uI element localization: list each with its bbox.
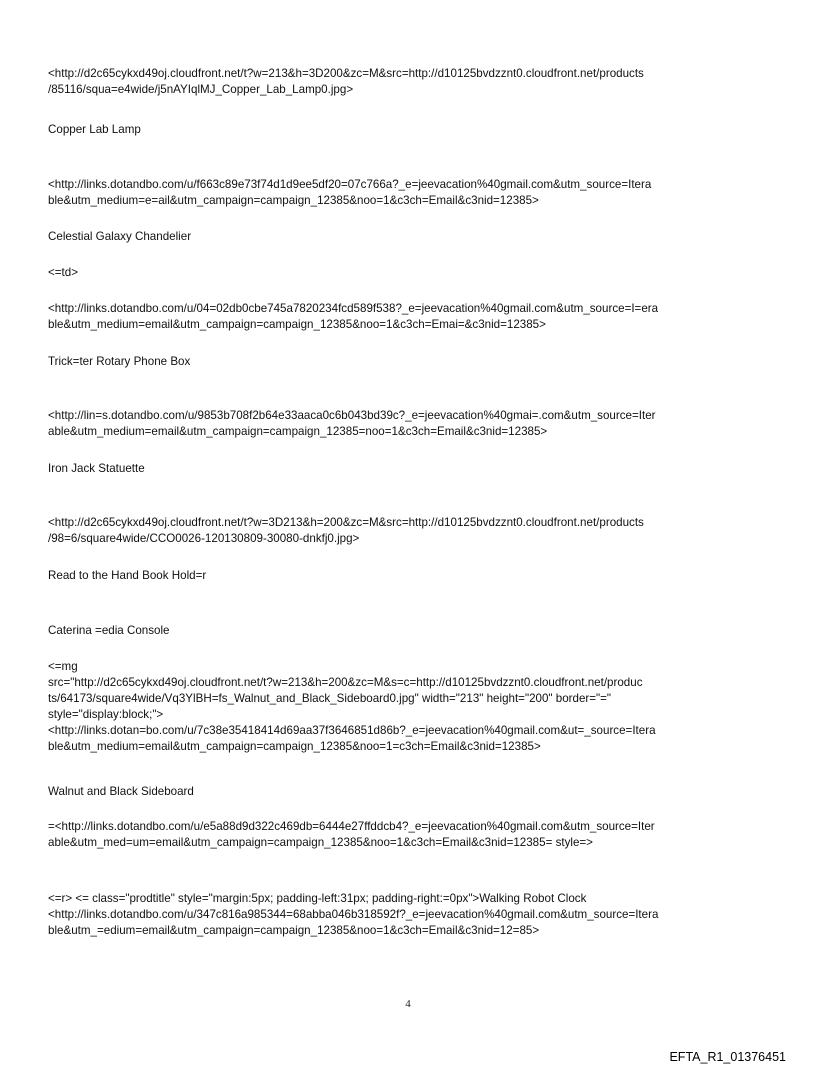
product-title-caterina-media-console: Caterina =edia Console [48,624,170,637]
html-fragment-walnut-sideboard: <=mg src="http://d2c65cykxd49oj.cloudfront.net/t?w=213&h=200&zc=M&s=c=http://d10125bvdzznt0.cloudfront.net/produc ts/64173/square4wide/Vq3YlBH=fs_Walnut_and_Black_Sideboard0.jpg" width="213" height="200" border="=" style="display:block;"> <http://links.dotan=bo.com/u/7c38e35418414d69aa37f3646851d86b?_e=jeevacation%40gmail.com&ut=_source=Itera ble&utm_medium=email&utm_campaign=campaign_12385&noo=1=c3ch=Email&c3nid=12385> [48,660,656,753]
link-url-walnut-sideboard: =<http://links.dotandbo.com/u/e5a88d9d322c469db=6444e27ffddcb4?_e=jeevacation%40gmail.com&utm_source=Iter able&utm_med=um=email&utm_campaign=campaign_12385&noo=1&c3ch=Email&c3nid=12385= style=> [48,820,655,849]
link-url-trickster-rotary-phone-box: <http://links.dotandbo.com/u/04=02db0cbe745a7820234fcd589f538?_e=jeevacation%40gmail.com&utm_source=I=era ble&utm_medium=email&utm_campaign=campaign_12385&noo=1&c3ch=Emai=&c3nid=12385> [48,302,659,331]
product-title-hand-book-holder: Read to the Hand Book Hold=r [48,569,207,582]
page-number: 4 [405,998,411,1010]
product-title-copper-lab-lamp: Copper Lab Lamp [48,123,141,136]
html-fragment-walking-robot-clock: <=r> <= class="prodtitle" style="margin:5px; padding-left:31px; padding-right:=0px">Walking Robot Clock <http://links.dotandbo.com/u/347c816a985344=68abba046b318592f?_e=jeevacation%40gmail.com&utm_source=Itera ble&utm_=edium=email&utm_campaign=campaign_12385&noo=1&c3ch=Email&c3nid=12=85> [48,892,659,937]
image-url-copper-lab-lamp: <http://d2c65cykxd49oj.cloudfront.net/t?w=213&h=3D200&zc=M&src=http://d10125bvdzznt0.cloudfront.net/products /85116/squa=e4wide/j5nAYIqlMJ_Copper_Lab_Lamp0.jpg> [48,67,644,96]
html-fragment-td: <=td> [48,266,78,279]
product-title-trickster-rotary-phone-box: Trick=ter Rotary Phone Box [48,355,191,368]
link-url-iron-jack-statuette: <http://lin=s.dotandbo.com/u/9853b708f2b64e33aaca0c6b043bd39c?_e=jeevacation%40gmai=.com&utm_source=Iter able&utm_medium=email&utm_campaign=campaign_12385=noo=1&c3ch=Email&c3nid=12385> [48,409,656,438]
link-url-celestial-galaxy-chandelier: <http://links.dotandbo.com/u/f663c89e73f74d1d9ee5df20=07c766a?_e=jeevacation%40gmail.com&utm_source=Itera ble&utm_medium=e=ail&utm_campaign=campaign_12385&noo=1&c3ch=Email&c3nid=12385> [48,178,652,207]
document-id: EFTA_R1_01376451 [669,1050,786,1064]
product-title-walnut-and-black-sideboard: Walnut and Black Sideboard [48,785,194,798]
image-url-hand-book-holder: <http://d2c65cykxd49oj.cloudfront.net/t?w=3D213&h=200&zc=M&src=http://d10125bvdzznt0.cloudfront.net/products /98=6/square4wide/CCO0026-120130809-30080-dnkfj0.jpg> [48,516,644,545]
product-title-celestial-galaxy-chandelier: Celestial Galaxy Chandelier [48,230,192,243]
product-title-iron-jack-statuette: Iron Jack Statuette [48,462,145,475]
